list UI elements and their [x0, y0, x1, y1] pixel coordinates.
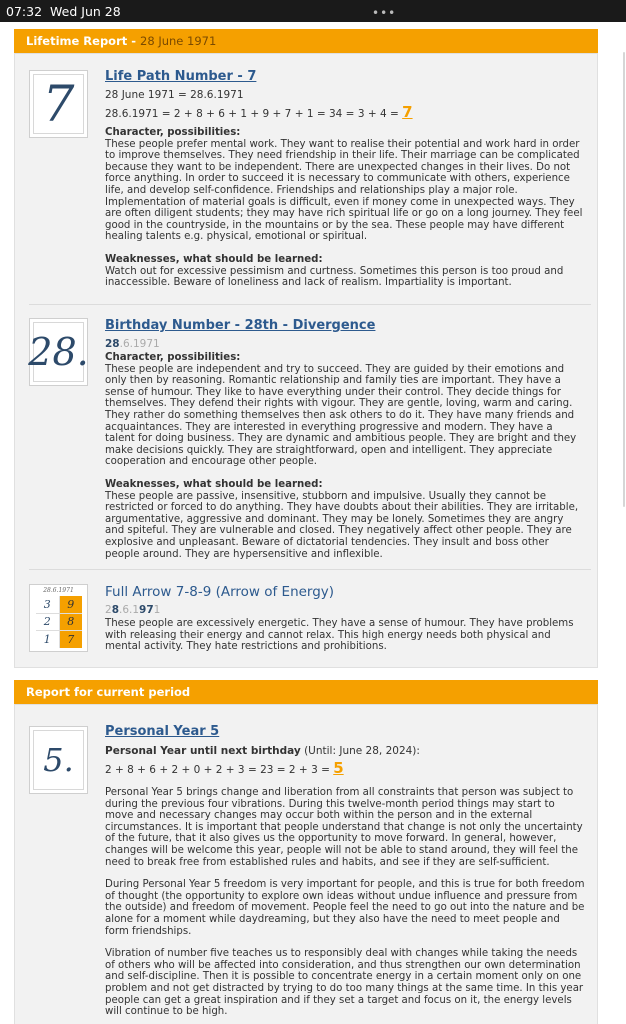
scrollbar-thumb[interactable] [623, 52, 625, 507]
current-period-label: Report for current period [26, 685, 191, 699]
grid-cell: 1 [36, 631, 59, 648]
personal-year-para-3: Vibration of number five teaches us to responsibly deal with changes while taking the needs of others who will be affected into consideration, and thus strengthen our own determination and self-discipline. Then it is possible to concentrate energy in a certain moment only on one problem and not get distracted by trying to do too many things at the same time. In this year people can get a great inspiration and if they set a target and focus on it, the energy levels will continue to be high. [105, 948, 584, 1018]
arrow-date-part: 2 [105, 604, 112, 616]
life-path-weak-text: Watch out for excessive pessimism and curtness. Sometimes this person is too proud and inaccessible. Beware of loneliness and lack of realism. Impartiality is important. [105, 265, 564, 289]
divider [29, 304, 591, 305]
life-path-calc-text: 28.6.1971 = 2 + 8 + 6 + 1 + 9 + 7 + 1 = 34 = 3 + 4 = [105, 108, 399, 120]
personal-year-until-label: Personal Year until next birthday [105, 745, 301, 757]
personal-year-until [105, 744, 585, 759]
life-path-character-text: These people prefer mental work. They want to realise their potential and work hard in order to improve themselves. They need friendship in their life. Their marriage can be complicated because they want to be independent. There are unexpected changes in their lives. Do not force anything. In order to succeed it is necessary to communicate with others, experience life, and develop self-confidence. Friendships and relationships play a major role. Implementation of material goals is difficult, even if money come in unexpected ways. They are often diligent students; they may have rich spiritual life or go on a long journey. They feel good in the countryside, in the mountains or by the sea. These people may have different healing talents e.g. physical, emotional or spiritual. [105, 138, 583, 243]
birthday-date [105, 337, 585, 352]
birthday-character-heading: Character, possibilities: [105, 352, 241, 363]
lifetime-report-header [14, 29, 598, 53]
arrow-date-part: 8 [111, 604, 119, 616]
personal-year-result[interactable]: 5 [333, 759, 344, 777]
arrow-date-part: 1 [153, 604, 161, 616]
status-bar [0, 0, 626, 22]
divider [29, 569, 591, 570]
grid-cell: 9 [60, 596, 83, 613]
life-path-calc [105, 103, 585, 123]
personal-year-calc [105, 759, 585, 779]
birthday-number-icon: 28. [29, 318, 88, 386]
arrow-date-part: 97 [139, 604, 154, 616]
personal-year-number-icon: 5. [29, 726, 88, 794]
grid-cell: 8 [60, 614, 83, 631]
life-path-date: 28 June 1971 = 28.6.1971 [105, 89, 244, 101]
life-path-character-heading: Character, possibilities: [105, 127, 241, 138]
life-path-title[interactable]: Life Path Number - 7 [105, 69, 257, 84]
grid-cell: 7 [60, 631, 83, 648]
birthday-date-rest: .6.1971 [119, 338, 160, 350]
multitask-dots-icon[interactable]: ••• [372, 6, 397, 20]
personal-year-until-date: (Until: June 28, 2024): [304, 745, 420, 757]
current-period-panel [14, 704, 598, 1024]
personal-year-para-1: Personal Year 5 brings change and liberation from all constraints that person was subject to during the previous four vibrations. During this twelve-month period things may start to move and necessary changes may occur both within the person and in the external circumstances. It is important that people understand that change is not only the uncertainty of the future, that it also gives us the opportunity to move forward. In general, however, changes will be welcome this year, people will not be able to stand around, they will feel the need to break free from established rules and habits, and see if they are self-sufficient. [105, 787, 583, 868]
personal-year-calc-text: 2 + 8 + 6 + 2 + 0 + 2 + 3 = 23 = 2 + 3 = [105, 764, 330, 776]
life-path-weak-heading: Weaknesses, what should be learned: [105, 253, 323, 265]
grid-cell: 2 [36, 614, 59, 631]
birthday-weak-heading: Weaknesses, what should be learned: [105, 478, 323, 490]
lifetime-report-label: Lifetime Report - [26, 34, 137, 48]
birthday-date-day: 28 [105, 338, 120, 350]
birthday-title[interactable]: Birthday Number - 28th - Divergence [105, 318, 376, 333]
status-time: 07:32 [6, 3, 43, 19]
arrow-grid-icon [29, 584, 88, 652]
scrollbar-track[interactable] [622, 22, 626, 1024]
life-path-number-icon: 7 [29, 70, 88, 138]
arrow-date [105, 603, 585, 618]
status-date: Wed Jun 28 [50, 3, 121, 19]
arrow-title: Full Arrow 7-8-9 (Arrow of Energy) [105, 584, 335, 600]
grid-cell: 3 [36, 596, 59, 613]
lifetime-report-panel [14, 53, 598, 668]
arrow-grid-date: 28.6.1971 [43, 587, 74, 594]
current-period-header [14, 680, 598, 704]
arrow-text: These people are excessively energetic. They have a sense of humour. They have problems with releasing their energy and cannot relax. This high energy needs both physical and mental activity. They hate restrictions and prohibitions. [105, 618, 574, 653]
personal-year-para-2: During Personal Year 5 freedom is very important for people, and this is true for both freedom of thought (the opportunity to explore own ideas without undue influence and pressure from the outside) and freedom of movement. People feel the need to go out into the nature and be alone for a moment while daydreaming, but they also have the need to meet people and form friendships. [105, 879, 585, 937]
birthday-character-text: These people are independent and try to succeed. They are guided by their emotions and only then by reasoning. Romantic relationship and family ties are important. They have a sense of humour. They like to have everything under their control. They decide things for themselves. They defend their rights with vigour. They are gentle, loving, warm and caring. They rather do something themselves then ask others to do it. They have many friends and acquaintances. They are interested in everything progressive and modern. They have a talent for doing business. They are dynamic and ambitious people. They are bright and they make decisions quickly. They are straightforward, open and intelligent. They appreciate cooperation and encourage other people. [105, 363, 577, 468]
personal-year-title[interactable]: Personal Year 5 [105, 724, 220, 739]
arrow-date-part: .6.1 [119, 604, 140, 616]
life-path-result[interactable]: 7 [402, 103, 413, 121]
lifetime-report-date: 28 June 1971 [140, 34, 217, 48]
birthday-weak-text: These people are passive, insensitive, stubborn and impulsive. Usually they cannot be restricted or forced to do anything. They have doubts about their abilities. They are irritable, argumentative, aggressive and dominant. They may be lonely. Sometimes they are angry and spiteful. They are vulnerable and closed. They negatively affect other people. They are explosive and unpleasant. Beware of dictatorial tendencies. They insult and boss other people around. They are hypersensitive and inflexible. [105, 490, 579, 560]
